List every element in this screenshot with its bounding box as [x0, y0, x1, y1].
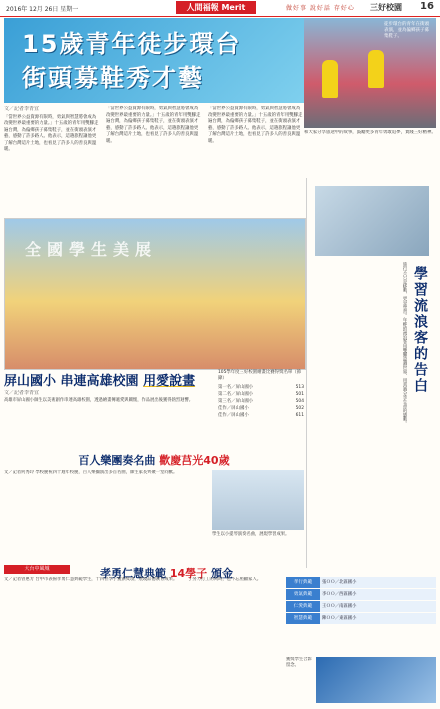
middle-photo — [212, 470, 304, 530]
feature-artwork-photo — [4, 218, 306, 370]
middle-title-a: 百人樂團奏名曲 — [78, 454, 156, 467]
bottom-mid-text: 了努力打工的同時，也不忘照顧家人。 — [188, 577, 262, 582]
top-story-text: 「當世界公益資源有限時，勇氣與智慧將會成為改變世界最重要的力量。」十五歲的青年用雙腳走遍台灣，為偏鄉孩子募集鞋子，並在街頭表演才藝，感動了許多路人。他表示，這趟旅程讓他更了解台灣這片土地，也看見了許多人的善良與溫暖。 — [106, 106, 201, 144]
sidebar-title: 學習流浪客的告白 — [412, 266, 428, 394]
feature-title-a: 屏山國小 — [4, 374, 57, 389]
award-row: 勇氣典範 李ＯＯ／西區國小 — [286, 589, 436, 600]
top-story-photo-caption: 徒步環台的青年在街頭表演，並為偏鄉孩子募集鞋子。 — [384, 22, 429, 39]
feature-story — [4, 218, 304, 418]
walker-figure — [322, 60, 338, 98]
middle-caption: 學生以小提琴演奏名曲，展現學習成果。 — [212, 532, 290, 537]
bottom-right-text: 獲獎學生合影留念。 — [286, 657, 312, 668]
bottom-title-highlight: 14學子 — [169, 567, 208, 580]
masthead-brand: 人間福報 Merit — [176, 1, 256, 14]
award-row: 孝行典範 張ＯＯ／北區國小 — [286, 577, 436, 588]
region-tag: 大台中風城 — [4, 565, 70, 574]
top-story-body — [4, 106, 304, 216]
feature-title-c: 用愛說畫 — [143, 374, 196, 389]
top-story-author: 文／記者李青宜 — [4, 106, 40, 112]
feature-text: 高雄市屏山國小師生以美術創作串連高雄校園，透過繪畫傳遞愛與關懷，作品展出後獲得熱烈迴響。 — [4, 398, 194, 404]
artwork-text: 全國學生美展 — [25, 240, 158, 259]
prize-row: 第一名／屏山國小 513 — [218, 385, 304, 390]
sidebar-story — [306, 178, 437, 568]
sidebar-text: 旅行不只是移動，更是學習。年輕的流浪客用雙腳認識世界，用真誠分享生命的感動。 — [402, 262, 407, 426]
feature-caption: 105學年度三好校園繪畫比賽得獎名單（節錄） — [218, 370, 302, 381]
top-story-right-text: 和大家分享旅途中的故事，鼓勵更多青年勇敢追夢，實踐三好精神。 — [304, 130, 436, 135]
masthead-tagline: 做好事 說好話 存好心 — [286, 5, 355, 12]
walker-figure — [368, 50, 384, 88]
top-story-banner — [4, 18, 304, 103]
page-number: 16 — [420, 1, 434, 12]
award-table — [286, 577, 436, 647]
feature-title-b: 串連高雄校園 — [60, 374, 139, 389]
top-story-title-line2: 街頭募鞋秀才藝 — [22, 64, 204, 92]
top-story-title-line1: 15歲青年徒步環台 — [22, 30, 242, 58]
middle-body: 文／記者何秀玲 學校慶祝四十週年校慶，百人樂團演出多首名曲，師生家長齊聚一堂同歡。 — [4, 470, 178, 475]
bottom-title-a: 孝勇仁慧典範 — [100, 567, 166, 580]
feature-title — [4, 370, 214, 388]
top-story-col — [106, 106, 202, 212]
feature-author: 文／記者李青宜 — [4, 390, 40, 396]
middle-story — [4, 452, 304, 537]
bottom-group-photo — [316, 657, 436, 703]
bottom-title-b: 頒金 — [211, 567, 233, 580]
middle-title-highlight: 歡慶莒光40歲 — [159, 454, 230, 467]
award-row: 智慧典範 陳ＯＯ／東區國小 — [286, 613, 436, 624]
top-story-text: 「當世界公益資源有限時，勇氣與智慧將會成為改變世界最重要的力量。」十五歲的青年用雙腳走遍台灣，為偏鄉孩子募集鞋子，並在街頭表演才藝，感動了許多路人。他表示，這趟旅程讓他更了解台灣這片土地，也看見了許多人的善良與溫暖。 — [208, 106, 303, 144]
feature-body — [4, 390, 214, 452]
top-story-col — [208, 106, 304, 212]
prize-row: 佳作／屏山國小 611 — [218, 413, 304, 418]
top-story-photo — [304, 18, 436, 128]
page-header — [0, 0, 440, 17]
prize-list — [218, 384, 304, 444]
bottom-story — [4, 565, 436, 705]
bottom-body: 文／記者曾惠芳 台中市表揚孝勇仁慧典範學生，十四位學子獲頒獎項，展現品德教育成果。 — [4, 577, 178, 582]
sidebar-photo — [315, 186, 429, 256]
prize-row: 第三名／屏山國小 504 — [218, 399, 304, 404]
prize-row: 佳作／屏山國小 502 — [218, 406, 304, 411]
issue-date: 2016年 12月 26日 星期一 — [6, 6, 79, 13]
section-name: 三好校園 — [370, 3, 402, 12]
top-story-text: 「當世界公益資源有限時，勇氣與智慧將會成為改變世界最重要的力量。」十五歲的青年用雙腳走遍台灣，為偏鄉孩子募集鞋子，並在街頭表演才藝，感動了許多路人。他表示，這趟旅程讓他更了解台灣這片土地，也看見了許多人的善良與溫暖。 — [4, 114, 99, 152]
top-story-col — [4, 106, 100, 212]
award-row: 仁愛典範 王ＯＯ／南區國小 — [286, 601, 436, 612]
middle-title — [4, 452, 304, 468]
prize-row: 第二名／屏山國小 501 — [218, 392, 304, 397]
